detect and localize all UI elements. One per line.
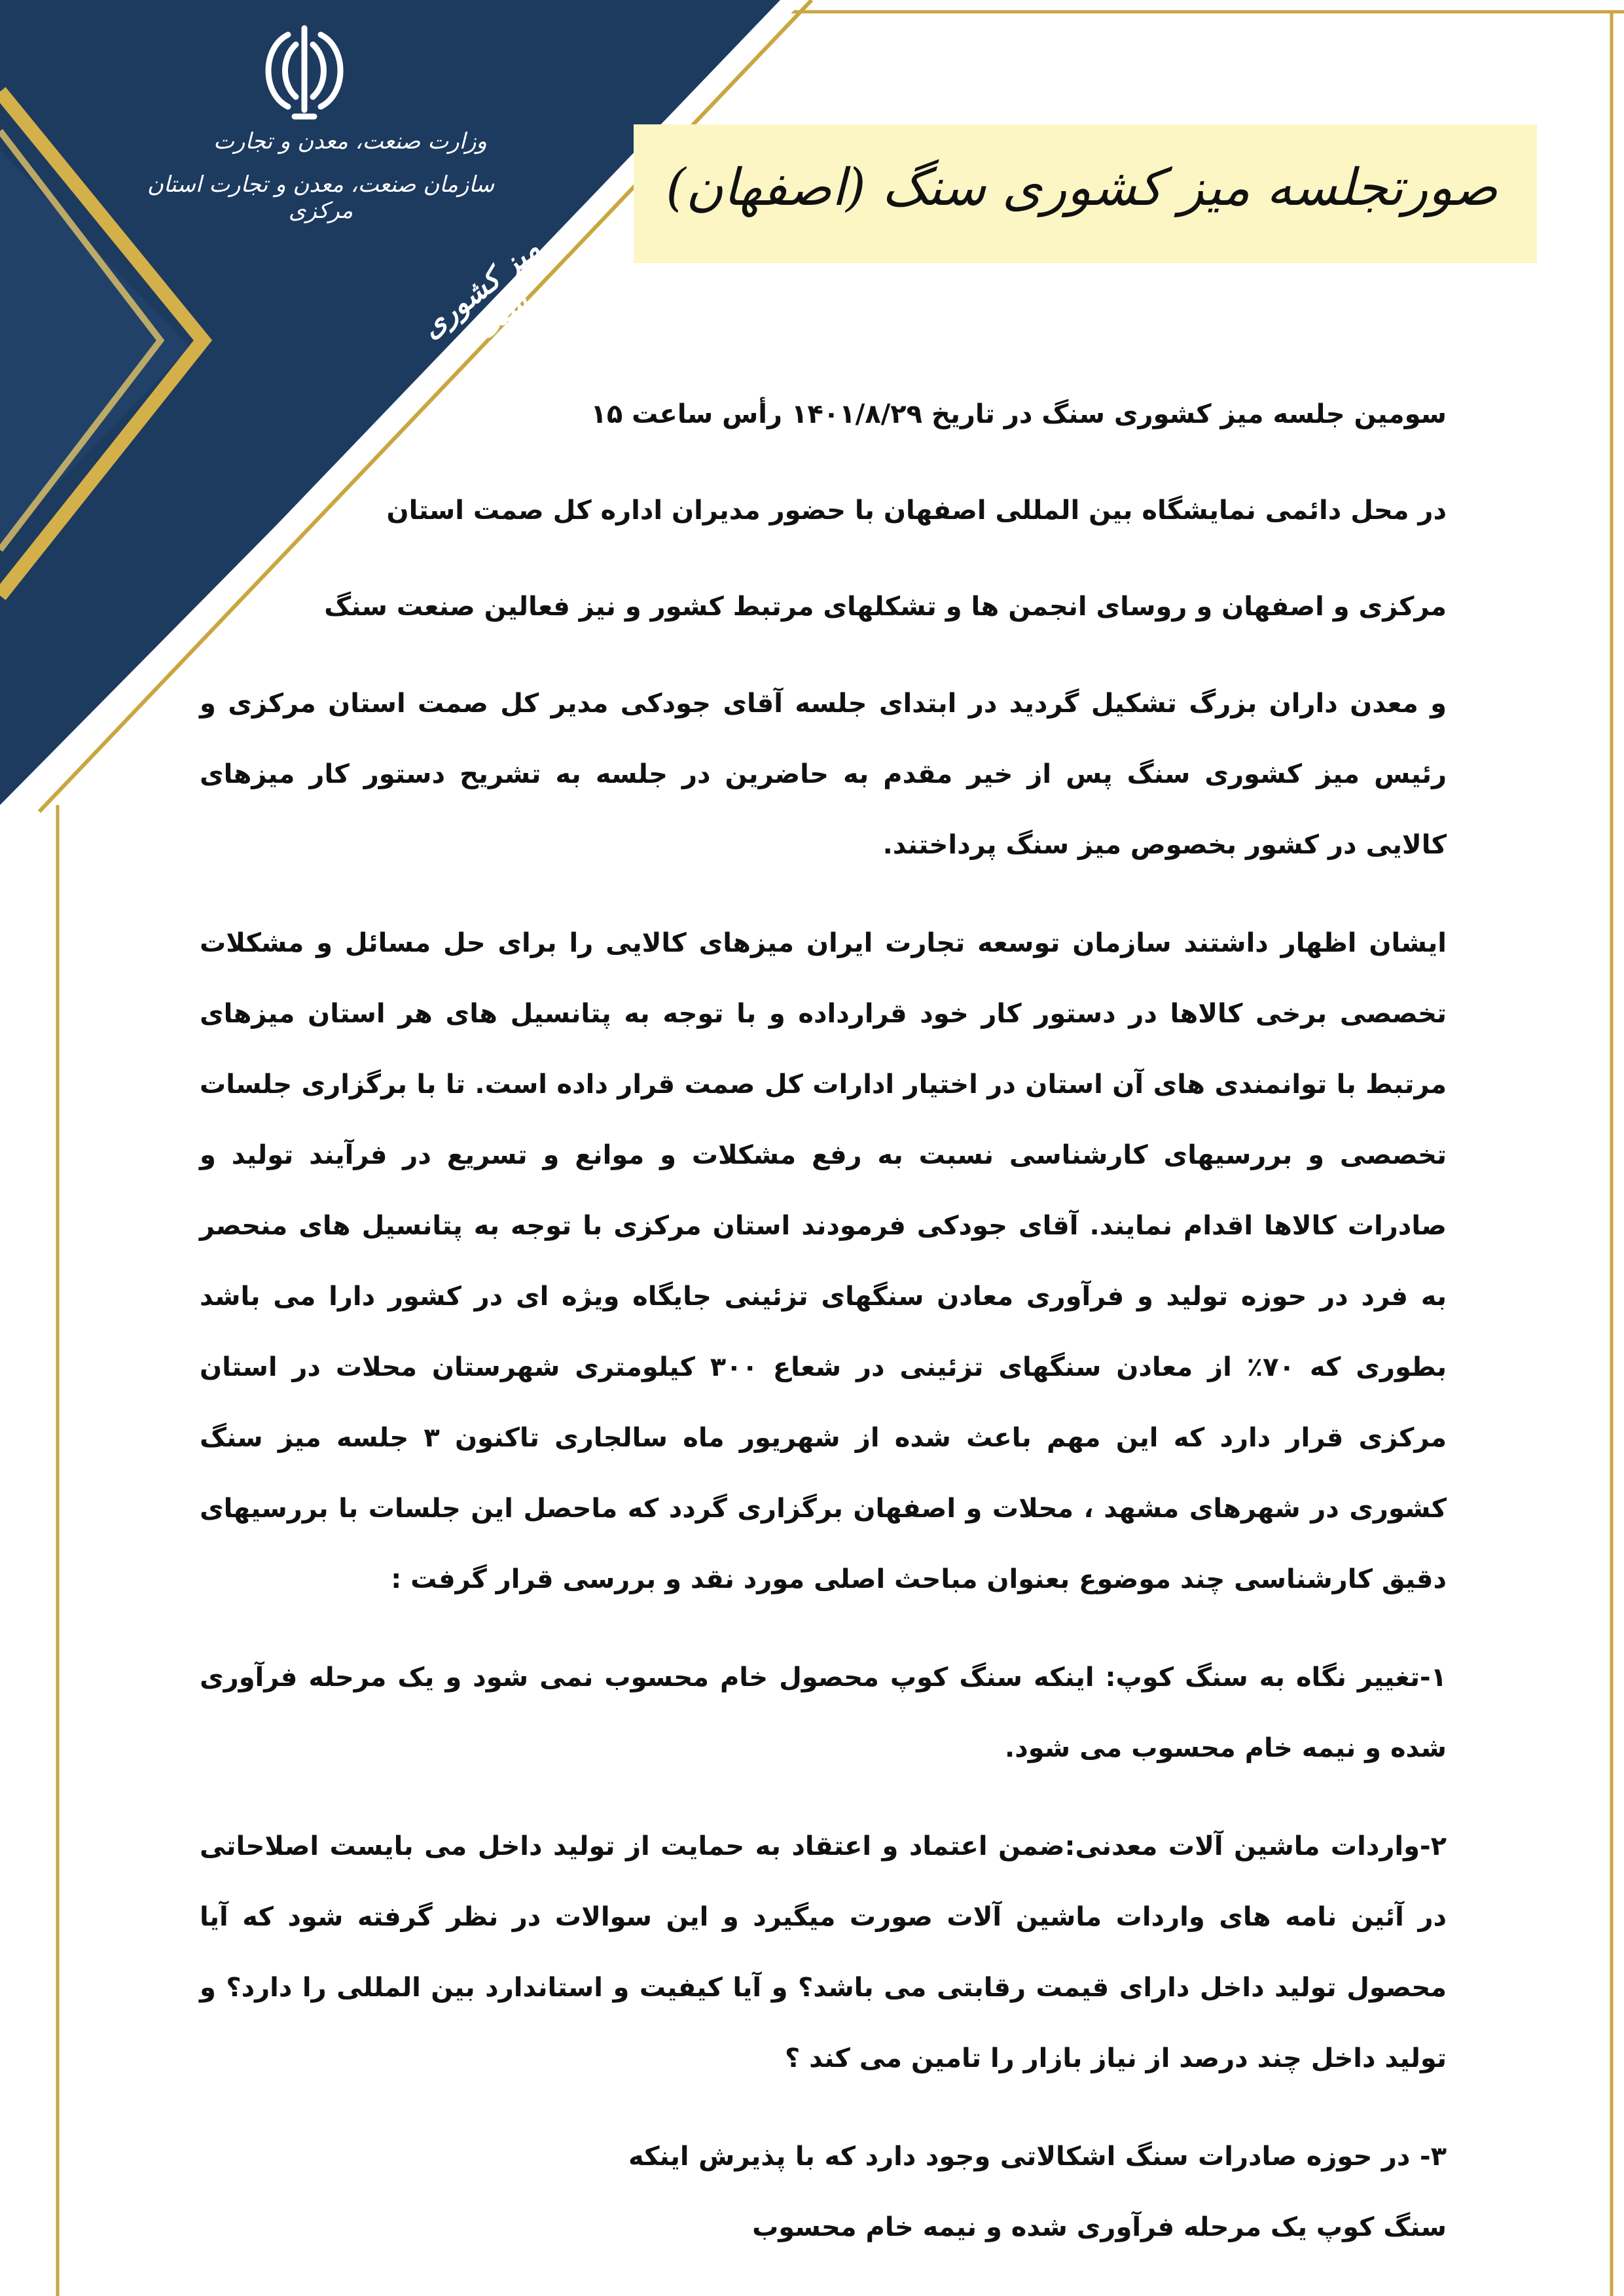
iran-emblem-icon: [249, 18, 360, 123]
intro-line-2: در محل دائمی نمایشگاه بین المللی اصفهان با حضور مدیران اداره کل صمت استان: [386, 495, 1447, 526]
page-title: صورتجلسه میز کشوری سنگ (اصفهان): [666, 158, 1498, 217]
table-label: میز کشوری سنگ: [414, 232, 547, 346]
list-item-3: ۳- در حوزه صادرات سنگ اشکالاتی وجود دارد که با پذیرش اینکه سنگ کوپ یک مرحله فرآوری شده و نیمه خام محسوب: [628, 2142, 1447, 2242]
ministry-name: وزارت صنعت، معدن و تجارت: [213, 128, 487, 154]
intro-line-1: سومین جلسه میز کشوری سنگ در تاریخ ۱۴۰۱/۸/۲۹ رأس ساعت ۱۵: [590, 399, 1447, 429]
paragraph-2: ایشان اظهار داشتند سازمان توسعه تجارت ایران میزهای کالایی را برای حل مسائل و مشکلات تخصصی برخی کالاها در دستور کار خود قرارداده و با توجه به پتانسیل های هر استان میزهای مرتبط با توانمندی های آن استان در اختیار ادارات کل صمت قرار داده است. تا با برگزاری جلسات تخصصی و بررسیهای کارشناسی نسبت به رفع مشکلات و موانع و تسریع در فرآیند تولید و صادرات کالاها اقدام نمایند. آقای جودکی فرمودند استان مرکزی با توجه به پتانسیل های منحصر به فرد در حوزه تولید و فرآوری معادن سنگهای تزئینی جایگاه ویژه ای در کشور دارا می باشد بطوری که ۷۰٪ از معادن سنگهای تزئینی در شعاع ۳۰۰ کیلومتری شهرستان محلات در استان مرکزی قرار دارد که این مهم باعث شده از شهریور ماه سالجاری تاکنون ۳ جلسه میز سنگ کشوری در شهرهای مشهد ، محلات و اصفهان برگزاری گردد که ماحصل این جلسات با بررسیهای دقیق کارشناسی چند موضوع بعنوان مباحث اصلی مورد نقد و بررسی قرار گرفت :: [200, 928, 1447, 1594]
organization-name: سازمان صنعت، معدن و تجارت استان مرکزی: [147, 171, 495, 224]
paragraph-1: و معدن داران بزرگ تشکیل گردید در ابتدای جلسه آقای جودکی مدیر کل صمت استان مرکزی و رئیس میز کشوری سنگ پس از خیر مقدم به حاضرین در جلسه به تشریح دستور کار میزهای کالایی در کشور بخصوص میز سنگ پرداختند.: [200, 689, 1447, 860]
intro-line-3: مرکزی و اصفهان و روسای انجمن ها و تشکلهای مرتبط کشور و نیز فعالین صنعت سنگ: [324, 592, 1447, 622]
title-box: [634, 124, 1537, 263]
list-item-1: ۱-تغییر نگاه به سنگ کوپ: اینکه سنگ کوپ محصول خام محسوب نمی شود و یک مرحله فرآوری شده و نیمه خام محسوب می شود.: [200, 1662, 1447, 1763]
list-item-2: ۲-واردات ماشین آلات معدنی:ضمن اعتماد و اعتقاد به حمایت از تولید داخل می بایست اصلاحاتی در آئین نامه های واردات ماشین آلات صورت میگیرد و این سوالات در نظر گرفته شود که آیا محصول تولید داخل دارای قیمت رقابتی می باشد؟ و آیا کیفیت و استاندارد بین المللی را دارد؟ و تولید داخل چند درصد از نیاز بازار را تامین می کند ؟: [200, 1831, 1447, 2073]
document-body: [200, 367, 1447, 2263]
